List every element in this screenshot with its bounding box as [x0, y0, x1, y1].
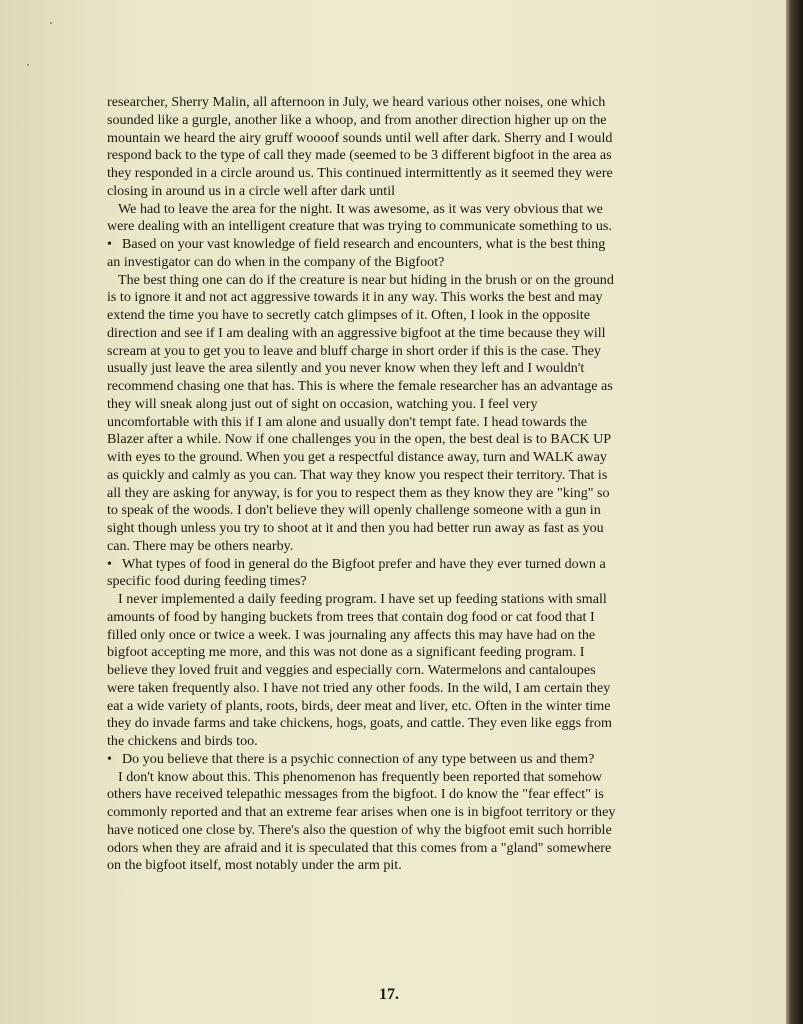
- text-line: filled only once or twice a week. I was journaling any affects this may have had on the: [107, 626, 596, 643]
- text-line: believe they loved fruit and veggies and especially corn. Watermelons and cantaloupes: [107, 662, 596, 678]
- text-line: have noticed one close by. There's also the question of why the bigfoot emit such horrible: [107, 821, 612, 838]
- text-line: were dealing with an intelligent creature that was trying to communicate something to us.: [107, 218, 612, 235]
- text-line: sight though unless you try to shoot at it and then you had better run away as fast as you: [107, 520, 604, 536]
- text-line: mountain we heard the airy gruff woooof sounds until well after dark. Sherry and I would: [107, 129, 613, 146]
- text-line: can. There may be others nearby.: [107, 537, 294, 554]
- text-line: all they are asking for anyway, is for you to respect them as they know they are "king" so: [107, 484, 610, 501]
- text-line: specific food during feeding times?: [107, 573, 307, 590]
- text-line: commonly reported and that an extreme fear arises when one is in bigfoot territory or they: [107, 804, 616, 820]
- question-line: • Do you believe that there is a psychic connection of any type between us and them?: [107, 751, 682, 769]
- text-line: sounded like a gurgle, another like a whoop, and from another direction higher up on the: [107, 111, 607, 128]
- page-edge-shadow: [786, 0, 803, 1024]
- paper-speck: [50, 22, 52, 24]
- text-line: closing in around us in a circle well after dark until: [107, 182, 396, 199]
- paper-speck: [27, 64, 29, 66]
- page-number: 17.: [379, 986, 399, 1003]
- question-line: • What types of food in general do the Bigfoot prefer and have they ever turned down a: [107, 556, 682, 574]
- text-line: I never implemented a daily feeding program. I have set up feeding stations with small: [118, 591, 607, 607]
- text-line: they will sneak along just out of sight on occasion, watching you. I feel very: [107, 395, 538, 412]
- body-text: [107, 94, 682, 875]
- text-line: amounts of food by hanging buckets from trees that contain dog food or cat food that I: [107, 608, 595, 625]
- text-line: Blazer after a while. Now if one challenges you in the open, the best deal is to BACK UP: [107, 431, 612, 448]
- text-line: scream at you to get you to leave and bluff charge in short order if this is the case. They: [107, 342, 601, 359]
- text-line: they responded in a circle around us. This continued intermittently as it seemed they were: [107, 165, 613, 181]
- text-line: respond back to the type of call they made (seemed to be 3 different bigfoot in the area as: [107, 147, 612, 164]
- text-line: recommend chasing one that has. This is where the female researcher has an advantage as: [107, 378, 613, 394]
- text-line: they do invade farms and take chickens, hogs, goats, and cattle. They even like eggs from: [107, 715, 613, 732]
- text-line: direction and see if I am dealing with an aggressive bigfoot at the time because they will: [107, 324, 606, 341]
- text-line: extend the time you have to secretly catch glimpses of it. Often, I look in the opposite: [107, 307, 590, 323]
- text-line: an investigator can do when in the company of the Bigfoot?: [107, 253, 445, 270]
- text-line: with eyes to the ground. When you get a respectful distance away, turn and WALK away: [107, 449, 607, 465]
- text-line: I don't know about this. This phenomenon has frequently been reported that somehow: [118, 768, 603, 785]
- text-line: usually just leave the area silently and you never know when they left and I wouldn't: [107, 360, 585, 377]
- text-line: others have received telepathic messages from the bigfoot. I do know the "fear effect" is: [107, 786, 604, 803]
- text-line: eat a wide variety of plants, roots, birds, deer meat and liver, etc. Often in the winter time: [107, 697, 611, 714]
- text-line: bigfoot accepting me more, and this was not done as a significant feeding program. I: [107, 644, 585, 661]
- text-line: as quickly and calmly as you can. That way they know you respect their territory. That is: [107, 466, 608, 483]
- question-line: • Based on your vast knowledge of field research and encounters, what is the best thing: [107, 236, 682, 254]
- text-line: We had to leave the area for the night. It was awesome, as it was very obvious that we: [118, 200, 603, 217]
- text-line: The best thing one can do if the creature is near but hiding in the brush or on the ground: [118, 271, 614, 288]
- text-line: to speak of the woods. I don't believe they will openly challenge someone with a gun in: [107, 502, 601, 519]
- text-line: researcher, Sherry Malin, all afternoon in July, we heard various other noises, one which: [107, 94, 606, 110]
- text-line: odors when they are afraid and it is speculated that this comes from a "gland" somewhere: [107, 839, 612, 856]
- text-line: were taken frequently also. I have not tried any other foods. In the wild, I am certain they: [107, 679, 611, 696]
- text-line: is to ignore it and not act aggressive towards it in any way. This works the best and may: [107, 289, 603, 306]
- text-line: uncomfortable with this if I am alone and usually don't tempt fate. I head towards the: [107, 413, 588, 430]
- text-line: the chickens and birds too.: [107, 733, 258, 749]
- text-line: on the bigfoot itself, most notably under the arm pit.: [107, 857, 402, 874]
